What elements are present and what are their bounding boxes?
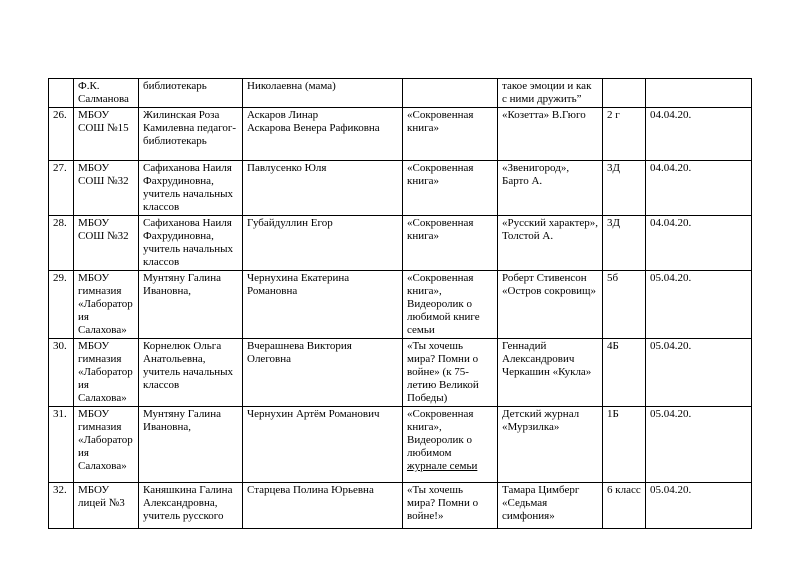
school-cell: МБОУ СОШ №32 [74,161,139,216]
school-cell: МБОУ гимназия «Лаборатория Салахова» [74,271,139,339]
table-row [49,108,752,161]
grade-cell: 6 класс [603,483,646,529]
table-row [49,216,752,271]
book-cell: Геннадий Александрович Черкашин «Кукла» [498,339,603,407]
staff-cell: библиотекарь [139,79,243,108]
participant-cell: Николаевна (мама) [243,79,403,108]
staff-cell: Корнелюк Ольга Анатольевна, учитель начальных классов [139,339,243,407]
table-row [49,79,752,108]
row-number: 26. [49,108,74,161]
staff-cell: Сафиханова Наиля Фахрудиновна, учитель начальных классов [139,161,243,216]
row-number [49,79,74,108]
school-cell: МБОУ гимназия «Лаборатория Салахова» [74,407,139,483]
event-text: «Сокровенная книга», Видеоролик о любимом [407,408,474,459]
row-number: 32. [49,483,74,529]
date-cell: 04.04.20. [646,161,752,216]
participant-cell: Павлусенко Юля [243,161,403,216]
participant-cell: Губайдуллин Егор [243,216,403,271]
staff-cell: Мунтяну Галина Ивановна, [139,271,243,339]
event-cell [403,79,498,108]
date-cell: 04.04.20. [646,108,752,161]
grade-cell: 3Д [603,216,646,271]
date-cell: 05.04.20. [646,407,752,483]
row-number: 28. [49,216,74,271]
staff-cell: Каняшкина Галина Александровна, учитель русского [139,483,243,529]
participant-cell: Аскаров Линар Аскарова Венера Рафиковна [243,108,403,161]
row-number: 31. [49,407,74,483]
table-row [49,271,752,339]
school-cell: МБОУ лицей №3 [74,483,139,529]
school-cell: МБОУ гимназия «Лаборатория Салахова» [74,339,139,407]
grade-cell: 1Б [603,407,646,483]
row-number: 27. [49,161,74,216]
date-cell [646,79,752,108]
event-cell: «Сокровенная книга» [403,161,498,216]
grade-cell: 5б [603,271,646,339]
staff-cell: Жилинская Роза Камилевна педагог-библиотекарь [139,108,243,161]
event-cell: «Сокровенная книга» [403,108,498,161]
staff-cell: Мунтяну Галина Ивановна, [139,407,243,483]
grade-cell: 2 г [603,108,646,161]
date-cell: 04.04.20. [646,216,752,271]
event-cell: «Сокровенная книга», Видеоролик о любимой книге семьи [403,271,498,339]
participant-cell: Старцева Полина Юрьевна [243,483,403,529]
staff-cell: Сафиханова Наиля Фахрудиновна, учитель начальных классов [139,216,243,271]
participant-cell: Чернухина Екатерина Романовна [243,271,403,339]
participant-cell: Чернухин Артём Романович [243,407,403,483]
row-number: 29. [49,271,74,339]
event-cell [403,407,498,483]
book-cell: такое эмоции и как с ними дружить” [498,79,603,108]
event-cell: «Ты хочешь мира? Помни о войне!» [403,483,498,529]
grade-cell: 4Б [603,339,646,407]
book-cell: Детский журнал «Мурзилка» [498,407,603,483]
book-cell: «Русский характер», Толстой А. [498,216,603,271]
date-cell: 05.04.20. [646,271,752,339]
table-row [49,339,752,407]
date-cell: 05.04.20. [646,339,752,407]
school-cell: МБОУ СОШ №32 [74,216,139,271]
participants-table [48,78,752,529]
book-cell: Роберт Стивенсон «Остров сокровищ» [498,271,603,339]
book-cell: «Звенигород», Барто А. [498,161,603,216]
table-row [49,161,752,216]
grade-cell [603,79,646,108]
event-underlined-text: журнале семьи [407,460,478,472]
date-cell: 05.04.20. [646,483,752,529]
row-number: 30. [49,339,74,407]
event-cell: «Ты хочешь мира? Помни о войне» (к 75-летию Великой Победы) [403,339,498,407]
table-row [49,407,752,483]
school-cell: МБОУ СОШ №15 [74,108,139,161]
participant-cell: Вчерашнева Виктория Олеговна [243,339,403,407]
school-cell: Ф.К. Салманова [74,79,139,108]
book-cell: Тамара Цимберг «Седьмая симфония» [498,483,603,529]
grade-cell: 3Д [603,161,646,216]
book-cell: «Козетта» В.Гюго [498,108,603,161]
table-row [49,483,752,529]
event-cell: «Сокровенная книга» [403,216,498,271]
